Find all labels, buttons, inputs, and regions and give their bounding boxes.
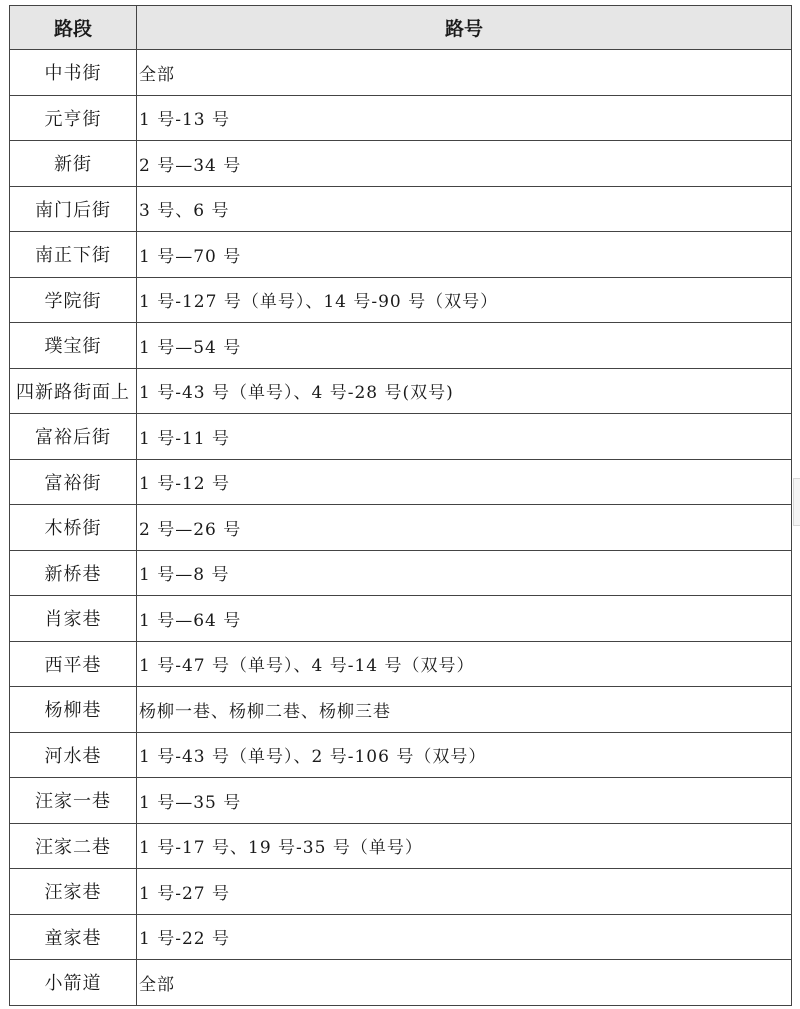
road-numbers-cell: 1 号—64 号	[137, 596, 792, 642]
table-row	[10, 368, 792, 414]
road-numbers-cell: 1 号-13 号	[137, 95, 792, 141]
road-name-cell: 学院街	[10, 277, 137, 323]
road-name-cell: 童家巷	[10, 914, 137, 960]
road-name-cell: 汪家巷	[10, 869, 137, 915]
column-header-numbers: 路号	[137, 6, 792, 50]
table-row	[10, 50, 792, 96]
road-numbers-cell: 1 号-127 号（单号）、14 号-90 号（双号）	[137, 277, 792, 323]
road-name-cell: 河水巷	[10, 732, 137, 778]
road-numbers-cell: 2 号—26 号	[137, 505, 792, 551]
road-numbers-cell: 1 号-12 号	[137, 459, 792, 505]
table-row	[10, 778, 792, 824]
road-name-cell: 西平巷	[10, 641, 137, 687]
road-name-cell: 璞宝街	[10, 323, 137, 369]
table-row	[10, 960, 792, 1006]
table-row	[10, 550, 792, 596]
road-number-table-container	[9, 5, 791, 1006]
road-numbers-cell: 全部	[137, 50, 792, 96]
road-name-cell: 富裕街	[10, 459, 137, 505]
table-row	[10, 687, 792, 733]
table-row	[10, 323, 792, 369]
road-numbers-cell: 1 号—35 号	[137, 778, 792, 824]
table-row	[10, 186, 792, 232]
road-name-cell: 小箭道	[10, 960, 137, 1006]
road-name-cell: 新街	[10, 141, 137, 187]
road-numbers-cell: 1 号—8 号	[137, 550, 792, 596]
road-name-cell: 汪家一巷	[10, 778, 137, 824]
table-row	[10, 732, 792, 778]
table-row	[10, 459, 792, 505]
table-header-row	[10, 6, 792, 50]
road-name-cell: 新桥巷	[10, 550, 137, 596]
table-row	[10, 277, 792, 323]
road-numbers-cell: 1 号—70 号	[137, 232, 792, 278]
table-row	[10, 505, 792, 551]
road-numbers-cell: 1 号-27 号	[137, 869, 792, 915]
road-name-cell: 木桥街	[10, 505, 137, 551]
table-row	[10, 823, 792, 869]
page-edge-marker	[793, 478, 800, 526]
road-name-cell: 元亨街	[10, 95, 137, 141]
road-numbers-cell: 1 号-43 号（单号）、4 号-28 号(双号)	[137, 368, 792, 414]
road-numbers-cell: 全部	[137, 960, 792, 1006]
table-row	[10, 869, 792, 915]
road-numbers-cell: 杨柳一巷、杨柳二巷、杨柳三巷	[137, 687, 792, 733]
road-name-cell: 南正下街	[10, 232, 137, 278]
table-row	[10, 232, 792, 278]
table-row	[10, 141, 792, 187]
road-name-cell: 肖家巷	[10, 596, 137, 642]
road-numbers-cell: 3 号、6 号	[137, 186, 792, 232]
road-numbers-cell: 1 号-43 号（单号）、2 号-106 号（双号）	[137, 732, 792, 778]
road-numbers-cell: 1 号-11 号	[137, 414, 792, 460]
road-numbers-cell: 1 号-47 号（单号）、4 号-14 号（双号）	[137, 641, 792, 687]
road-name-cell: 汪家二巷	[10, 823, 137, 869]
road-numbers-cell: 1 号-17 号、19 号-35 号（单号）	[137, 823, 792, 869]
road-name-cell: 南门后街	[10, 186, 137, 232]
road-numbers-cell: 1 号—54 号	[137, 323, 792, 369]
table-row	[10, 641, 792, 687]
road-name-cell: 中书街	[10, 50, 137, 96]
road-numbers-cell: 2 号—34 号	[137, 141, 792, 187]
table-row	[10, 95, 792, 141]
road-numbers-cell: 1 号-22 号	[137, 914, 792, 960]
table-row	[10, 414, 792, 460]
road-name-cell: 四新路街面上	[10, 368, 137, 414]
table-row	[10, 914, 792, 960]
column-header-road: 路段	[10, 6, 137, 50]
table-row	[10, 596, 792, 642]
road-name-cell: 富裕后街	[10, 414, 137, 460]
road-number-table	[9, 5, 792, 1006]
road-name-cell: 杨柳巷	[10, 687, 137, 733]
